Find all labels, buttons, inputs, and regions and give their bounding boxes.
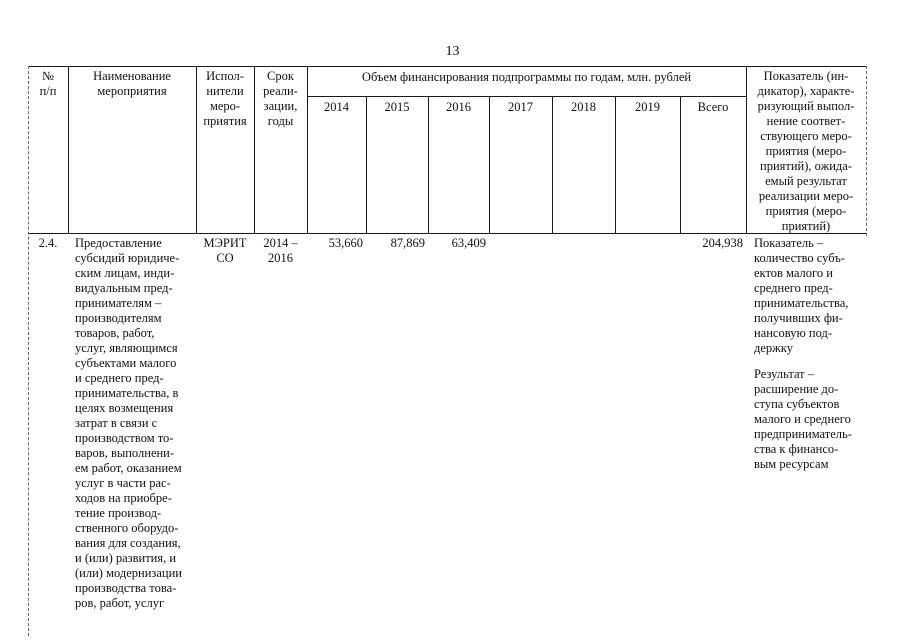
row-name: Предоставление субсидий юридиче- ским лицам, инди- видуальным пред- принимателям – производителям товаров, работ, услуг, являющимся субъектами малого и среднего пред- принимательства, в целях возмещения затрат в связи с производством то- варов, выполнени- ем работ, оказанием услуг в части рас- ходов на приобре- тение производ- ственного оборудо- вания для создания, и (или) развития, и (или) модернизации производства това- ров, работ, услуг: [75, 236, 182, 610]
col-divider-2018: [615, 96, 616, 233]
header-year-2016: 2016: [446, 100, 471, 114]
header-bottom-border: [28, 233, 867, 234]
header-indicator: Показатель (ин- дикатор), характе- ризующий выпол- нение соответ- ствующего меро- приятия (меро- приятий), ожида- емый результат реализации меро- приятия (меро- приятий): [757, 69, 855, 233]
col-divider-2014: [366, 96, 367, 233]
header-total: Всего: [697, 100, 729, 114]
header-year-2019: 2019: [635, 100, 660, 114]
right-border: [866, 66, 867, 236]
header-name: Наименование мероприятия: [93, 69, 171, 98]
col-divider-2015: [428, 96, 429, 233]
row-term: 2014 – 2016: [263, 236, 298, 265]
header-financing: Объем финансирования подпрограммы по годам, млн. рублей: [361, 70, 692, 84]
header-num: № п/п: [39, 69, 57, 98]
header-executor: Испол- нители меро- приятия: [203, 69, 247, 128]
table-top-border: [28, 66, 867, 67]
row-value-2014: 53,660: [328, 236, 363, 250]
row-value-total: 204,938: [702, 236, 743, 250]
header-year-2018: 2018: [571, 100, 596, 114]
col-divider-term: [307, 66, 308, 233]
row-value-2015: 87,869: [390, 236, 425, 250]
header-term: Срок реали- зации, годы: [263, 69, 298, 128]
header-year-2017: 2017: [508, 100, 533, 114]
row-indicator: Показатель – количество субъ- ектов малого и среднего пред- принимательства, получивших фи- нансовую под- держку: [754, 236, 849, 355]
row-num: 2.4.: [38, 236, 58, 250]
header-year-2014: 2014: [324, 100, 349, 114]
col-divider-2019: [680, 96, 681, 233]
page-number: 13: [445, 44, 460, 59]
left-border: [28, 66, 29, 636]
col-divider-2016: [489, 96, 490, 233]
row-value-2016: 63,409: [451, 236, 486, 250]
col-divider-2017: [552, 96, 553, 233]
header-year-2015: 2015: [384, 100, 410, 114]
row-executor: МЭРИТ СО: [203, 236, 247, 265]
row-result: Результат – расширение до- ступа субъектов малого и среднего предприниматель- ства к финансо- вым ресурсам: [754, 367, 852, 471]
